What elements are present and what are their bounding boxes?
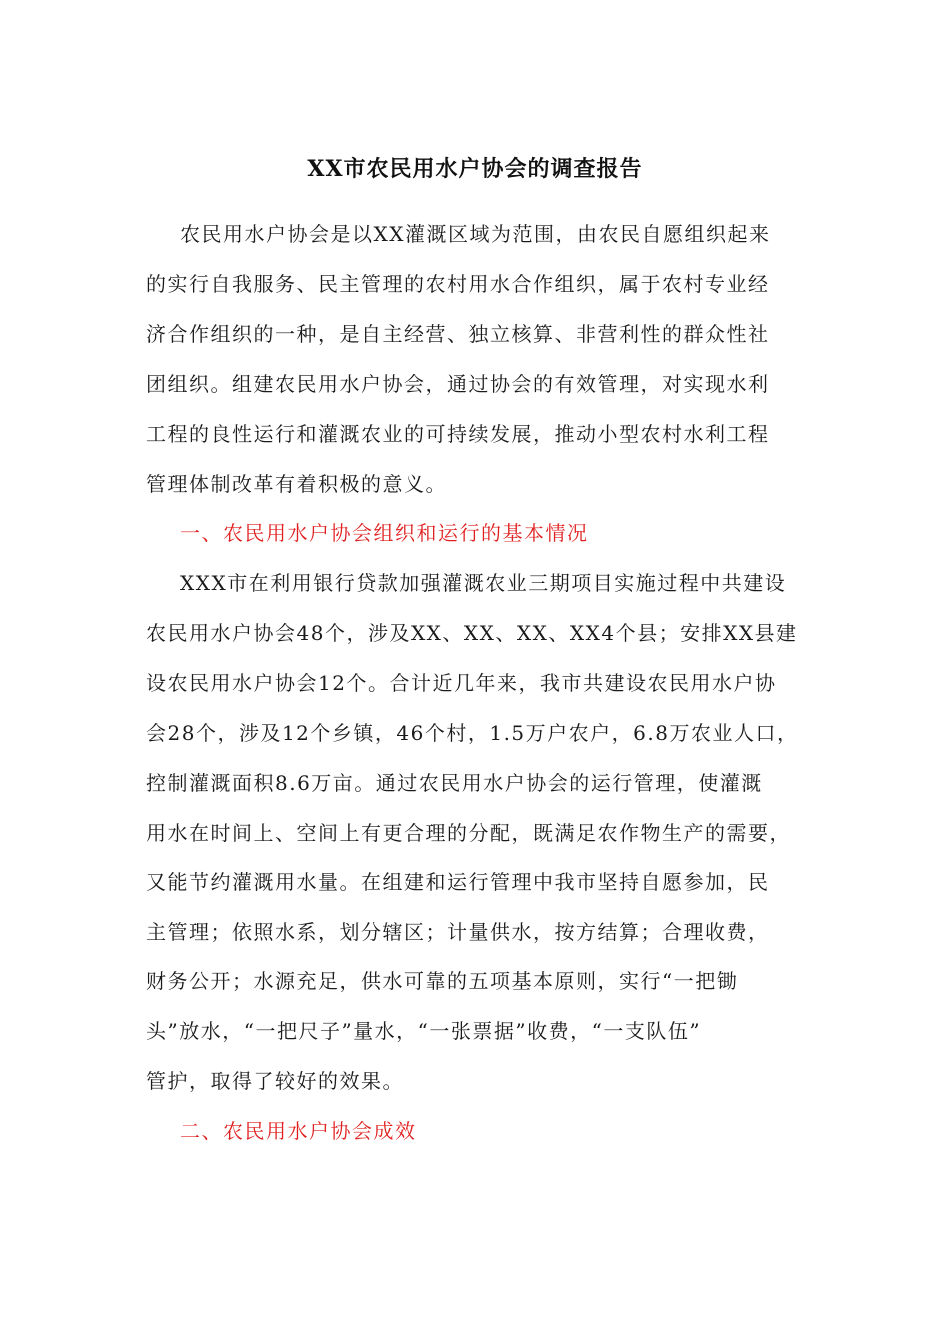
- document-title: XX市农民用水户协会的调查报告: [307, 156, 643, 182]
- section1-line: 主管理；依照水系，划分辖区；计量供水，按方结算；合理收费，: [146, 920, 770, 944]
- section1-line: XXX市在利用银行贷款加强灌溉农业三期项目实施过程中共建设: [180, 571, 787, 595]
- section1-line: 控制灌溉面积8.6万亩。通过农民用水户协会的运行管理，使灌溉: [146, 771, 763, 795]
- section1-line: 农民用水户协会48个，涉及XX、XX、XX、XX4个县；安排XX县建: [146, 621, 798, 645]
- intro-line: 团组织。组建农民用水户协会，通过协会的有效管理，对实现水利: [146, 372, 770, 396]
- section-heading-2: 二、农民用水户协会成效: [180, 1119, 417, 1143]
- section1-line: 头”放水，“一把尺子”量水，“一张票据”收费，“一支队伍”: [146, 1019, 702, 1043]
- section1-line: 用水在时间上、空间上有更合理的分配，既满足农作物生产的需要，: [146, 821, 791, 845]
- section1-line: 又能节约灌溉用水量。在组建和运行管理中我市坚持自愿参加，民: [146, 870, 770, 894]
- section-heading-1: 一、农民用水户协会组织和运行的基本情况: [180, 521, 589, 545]
- section1-line: 会28个，涉及12个乡镇，46个村，1.5万户农户，6.8万农业人口，: [146, 721, 799, 745]
- intro-line: 工程的良性运行和灌溉农业的可持续发展，推动小型农村水利工程: [146, 422, 770, 446]
- section1-line: 财务公开；水源充足，供水可靠的五项基本原则，实行“一把锄: [146, 969, 739, 993]
- intro-line: 的实行自我服务、民主管理的农村用水合作组织，属于农村专业经: [146, 272, 770, 296]
- section1-line: 管护，取得了较好的效果。: [146, 1069, 404, 1093]
- intro-line: 管理体制改革有着积极的意义。: [146, 472, 447, 496]
- section1-line: 设农民用水户协会12个。合计近几年来，我市共建设农民用水户协: [146, 671, 777, 695]
- intro-line: 农民用水户协会是以XX灌溉区域为范围，由农民自愿组织起来: [180, 222, 771, 246]
- intro-line: 济合作组织的一种，是自主经营、独立核算、非营利性的群众性社: [146, 322, 770, 346]
